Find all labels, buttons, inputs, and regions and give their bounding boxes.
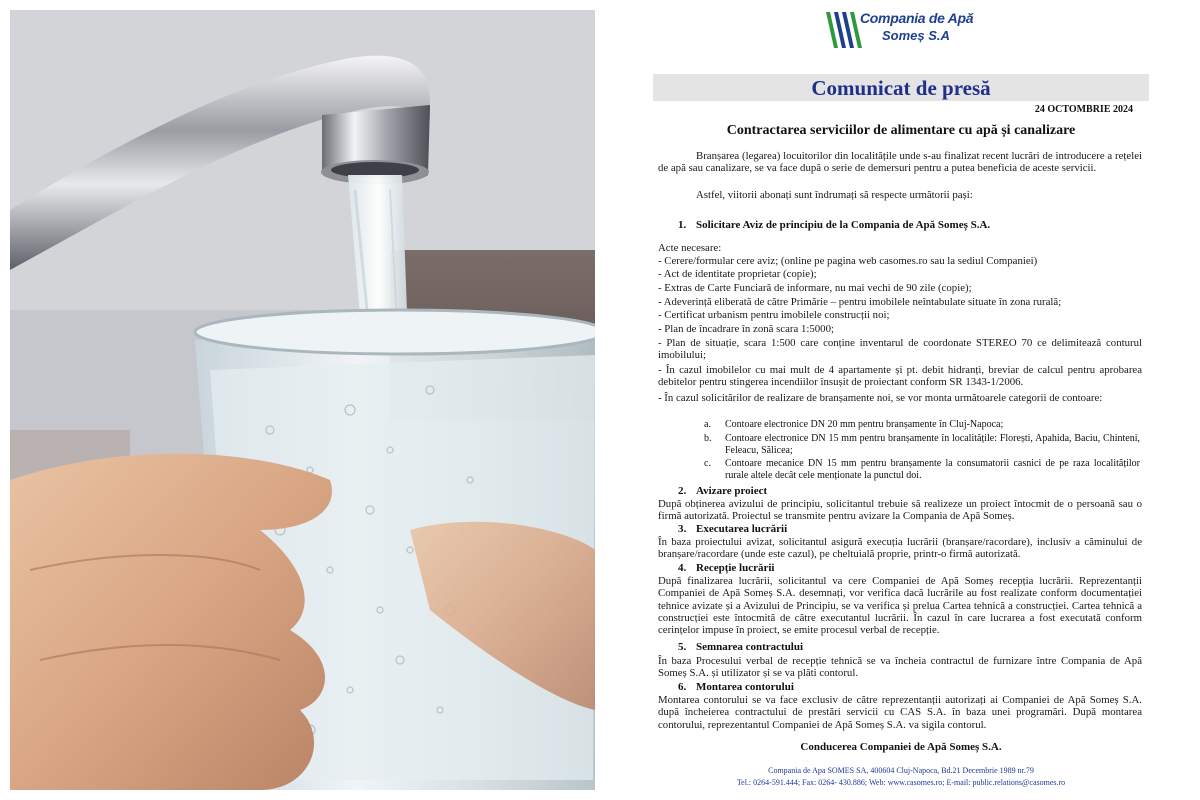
press-release-document <box>600 0 1200 800</box>
footer-address: Compania de Apa SOMES SA, 400604 Cluj-Napoca, Bd.21 Decembrie 1989 nr.79 <box>768 766 1034 775</box>
contor-item-b <box>704 433 1144 457</box>
section-6-number: 6. <box>678 681 687 693</box>
section-4-title: Recepție lucrării <box>696 562 775 574</box>
section-3-title: Executarea lucrării <box>696 523 788 535</box>
faucet-water-glass-photo <box>10 10 595 790</box>
section-5-number: 5. <box>678 641 687 653</box>
contor-letter: a. <box>704 419 711 430</box>
signature-line: Conducerea Companiei de Apă Someș S.A. <box>800 741 1002 753</box>
contor-letter: c. <box>704 458 711 469</box>
acte-item-7: - Plan de situație, scara 1:500 care conține inventarul de coordonate STEREO 70 ce delimitează conturul imobilului; <box>658 337 1142 362</box>
logo-mark-icon <box>824 8 864 54</box>
logo-name-line1: Compania de Apă <box>860 10 974 26</box>
footer-contact: Tel.: 0264-591.444; Fax: 0264- 430.886; Web: www.casomes.ro; E-mail: public.relations@casomes.ro <box>736 778 1066 787</box>
contor-text: Contoare mecanice DN 15 mm pentru branșamente la consumatorii casnici de pe raza localităților rurale altele decât cele menționate la punctul doi. <box>725 458 1140 481</box>
section-5-title: Semnarea contractului <box>696 641 804 653</box>
acte-item-1: - Cerere/formular cere aviz; (online pe pagina web casomes.ro sau la sediul Companiei) <box>658 255 1038 267</box>
acte-item-9: - În cazul solicitărilor de realizare de branșamente noi, se vor monta următoarele categorii de contoare: <box>658 392 1103 404</box>
acte-item-4: - Adeverință eliberată de către Primărie – pentru imobilele neîntabulate situate în zona rurală; <box>658 296 1062 308</box>
section-3-number: 3. <box>678 523 687 535</box>
release-date: 24 OCTOMBRIE 2024 <box>1034 104 1133 115</box>
section-1-title: Solicitare Aviz de principiu de la Compania de Apă Someș S.A. <box>696 219 991 231</box>
contor-item-c <box>704 458 1144 482</box>
intro-steps-line: Astfel, viitorii abonați sunt îndrumați să respecte următorii pași: <box>696 189 973 201</box>
contor-text: Contoare electronice DN 15 mm pentru branșamente în localitățile: Florești, Apahida, Baciu, Chinteni, Feleacu, Sălicea; <box>725 433 1140 456</box>
section-6-title: Montarea contorului <box>696 681 794 693</box>
contor-text: Contoare electronice DN 20 mm pentru branșamente în Cluj-Napoca; <box>725 419 1004 430</box>
contor-item-a <box>704 419 1144 431</box>
acte-label: Acte necesare: <box>658 242 722 254</box>
faucet-illustration <box>10 10 595 790</box>
section-6-body: Montarea contorului se va face exclusiv de către reprezentanții autorizați ai Companiei de Apă Someș S.A. după încheierea contractului de prestări servicii cu CAS S.A. în baza unei programări. După montarea contorului, reprezentantul Companiei de Apă Someș S.A. va sigila contorul. <box>658 694 1142 731</box>
acte-item-8: - În cazul imobilelor cu mai mult de 4 apartamente și pt. debit hidranți, breviar de calcul pentru aprobarea debitelor pentru stingerea incendiilor însușit de proiectant conform SR 1343-1/2006. <box>658 364 1142 389</box>
section-4-number: 4. <box>678 562 687 574</box>
title-banner <box>653 74 1149 101</box>
section-4-body: După finalizarea lucrării, solicitantul va cere Companiei de Apă Someș recepția lucrării. Reprezentanții Companiei de Apă Someș S.A. desemnați, vor verifica dacă lucrările au fost realizate conform documentației tehnice avizate și a Avizului de Principiu, se va verifica și prelua Cartea tehnică a construcției. Cartea tehnică a construcției este întocmită de către executantul lucrării. În cazul în care lucrarea a fost executată conform cerințelor impuse în proiect, se emite procesul verbal de recepție. <box>658 575 1142 637</box>
section-3-body: În baza proiectului avizat, solicitantul asigură execuția lucrării (branșare/racordare), inclusiv a căminului de branșare/racordare (unde este cazul), pe cheltuială proprie, printr-o firmă autorizată. <box>658 536 1142 561</box>
contor-letter: b. <box>704 433 712 444</box>
page-title: Comunicat de presă <box>811 76 991 100</box>
section-2-title: Avizare proiect <box>696 485 768 497</box>
acte-item-2: - Act de identitate proprietar (copie); <box>658 268 817 280</box>
section-1-number: 1. <box>678 219 687 231</box>
document-heading: Contractarea serviciilor de alimentare cu apă și canalizare <box>726 123 1076 138</box>
acte-item-6: - Plan de încadrare în zonă scara 1:5000; <box>658 323 834 335</box>
section-2-number: 2. <box>678 485 687 497</box>
company-logo <box>822 6 972 58</box>
section-5-body: În baza Procesului verbal de recepție tehnică se va încheia contractul de furnizare între Compania de Apă Someș S.A. și utilizator și se va plăti contorul. <box>658 655 1142 680</box>
intro-paragraph: Branșarea (legarea) locuitorilor din localitățile unde s-au finalizat recent lucrări de introducere a rețelei de apă sau canalizare, se va face după o serie de demersuri pentru a putea beneficia de aceste servicii. <box>658 150 1142 175</box>
acte-item-5: - Certificat urbanism pentru imobilele construcții noi; <box>658 309 890 321</box>
logo-name-line2: Someș S.A <box>882 28 950 43</box>
section-2-body: După obținerea avizului de principiu, solicitantul trebuie să realizeze un proiect întocmit de o persoană sau o firmă autorizată. Proiectul se transmite pentru avizare la Compania de Apă Someș. <box>658 498 1142 523</box>
acte-item-3: - Extras de Carte Funciară de informare, nu mai vechi de 90 zile (copie); <box>658 282 972 294</box>
